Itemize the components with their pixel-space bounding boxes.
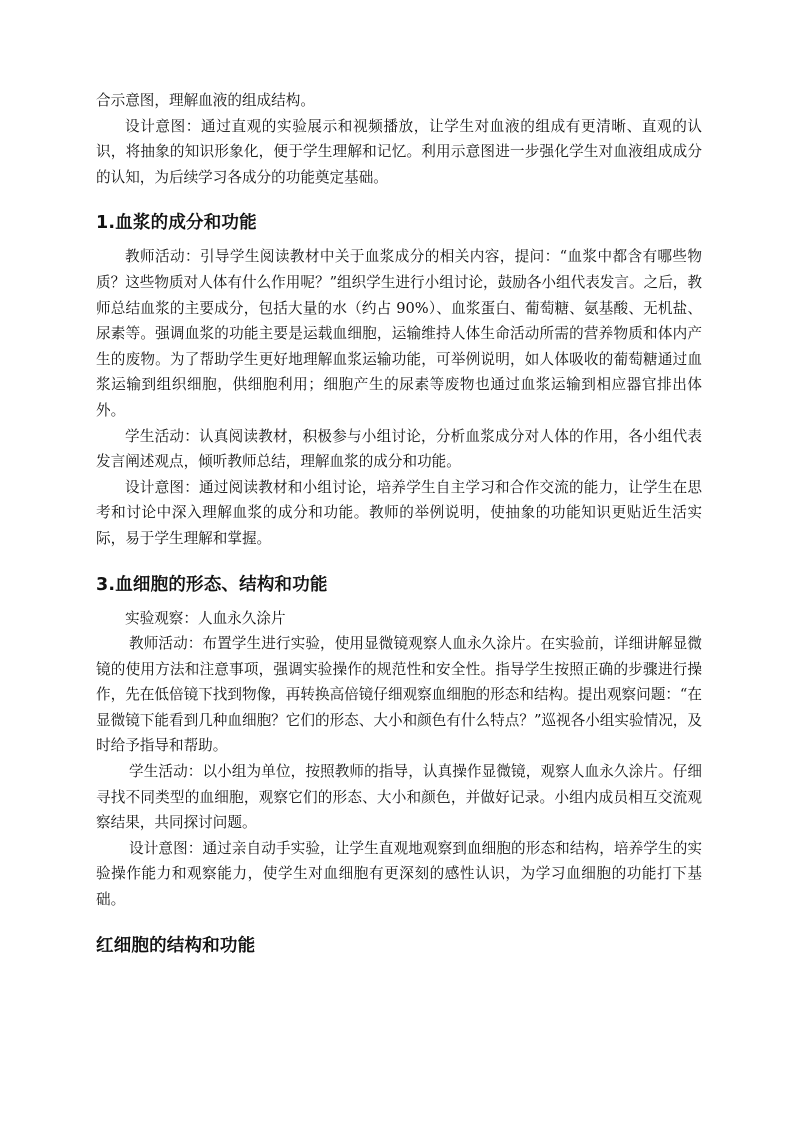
paragraph-student-activity-microscope: 学生活动：以小组为单位，按照教师的指导，认真操作显微镜，观察人血永久涂片。仔细寻找不同类型的血细胞，观察它们的形态、大小和颜色，并做好记录。小组内成员相互交流观察结果，共同探讨问题。 <box>96 763 702 832</box>
paragraph-teacher-activity-plasma: 教师活动：引导学生阅读教材中关于血浆成分的相关内容，提问：“血浆中都含有哪些物质？这些物质对人体有什么作用呢？”组织学生进行小组讨论，鼓励各小组代表发言。之后，教师总结血浆的主要成分，包括大量的水（约占 90%）、血浆蛋白、葡萄糖、氨基酸、无机盐、尿素等。强调血浆的功能主要是运载血细胞，运输维持人体生命活动所需的营养物质和体内产生的废物。为了帮助学生更好地理解血浆运输功能，可举例说明，如人体吸收的葡萄糖通过血浆运输到组织细胞，供细胞利用；细胞产生的尿素等废物也通过血浆运输到相应器官排出体外。 <box>96 248 702 419</box>
paragraph-diagram-intro: 合示意图，理解血液的组成结构。 <box>96 92 315 109</box>
paragraph-design-intent-composition: 设计意图：通过直观的实验展示和视频播放，让学生对血液的组成有更清晰、直观的认识，将抽象的知识形象化，便于学生理解和记忆。利用示意图进一步强化学生对血液组成成分的认知，为后续学习各成分的功能奠定基础。 <box>96 117 702 186</box>
paragraph-design-intent-microscope: 设计意图：通过亲自动手实验，让学生直观地观察到血细胞的形态和结构，培养学生的实验操作能力和观察能力，使学生对血细胞有更深刻的感性认识，为学习血细胞的功能打下基础。 <box>96 839 702 909</box>
paragraph-design-intent-plasma: 设计意图：通过阅读教材和小组讨论，培养学生自主学习和合作交流的能力，让学生在思考和讨论中深入理解血浆的成分和功能。教师的举例说明，使抽象的功能知识更贴近生活实际，易于学生理解和掌握。 <box>96 478 702 547</box>
heading-blood-cells: 3.血细胞的形态、结构和功能 <box>96 574 328 595</box>
heading-red-blood-cells: 红细胞的结构和功能 <box>96 935 256 956</box>
heading-plasma-components: 1.血浆的成分和功能 <box>96 213 257 234</box>
document-page <box>96 88 702 959</box>
paragraph-teacher-activity-microscope: 教师活动：布置学生进行实验，使用显微镜观察人血永久涂片。在实验前，详细讲解显微镜的使用方法和注意事项，强调实验操作的规范性和安全性。指导学生按照正确的步骤进行操作，先在低倍镜下找到物像，再转换高倍镜仔细观察血细胞的形态和结构。提出观察问题：“在显微镜下能看到几种血细胞？它们的形态、大小和颜色有什么特点？”巡视各小组实验情况，及时给予指导和帮助。 <box>96 635 702 755</box>
paragraph-experiment-observation: 实验观察：人血永久涂片 <box>125 609 286 627</box>
paragraph-student-activity-plasma: 学生活动：认真阅读教材，积极参与小组讨论，分析血浆成分对人体的作用，各小组代表发言阐述观点，倾听教师总结，理解血浆的成分和功能。 <box>96 427 702 471</box>
